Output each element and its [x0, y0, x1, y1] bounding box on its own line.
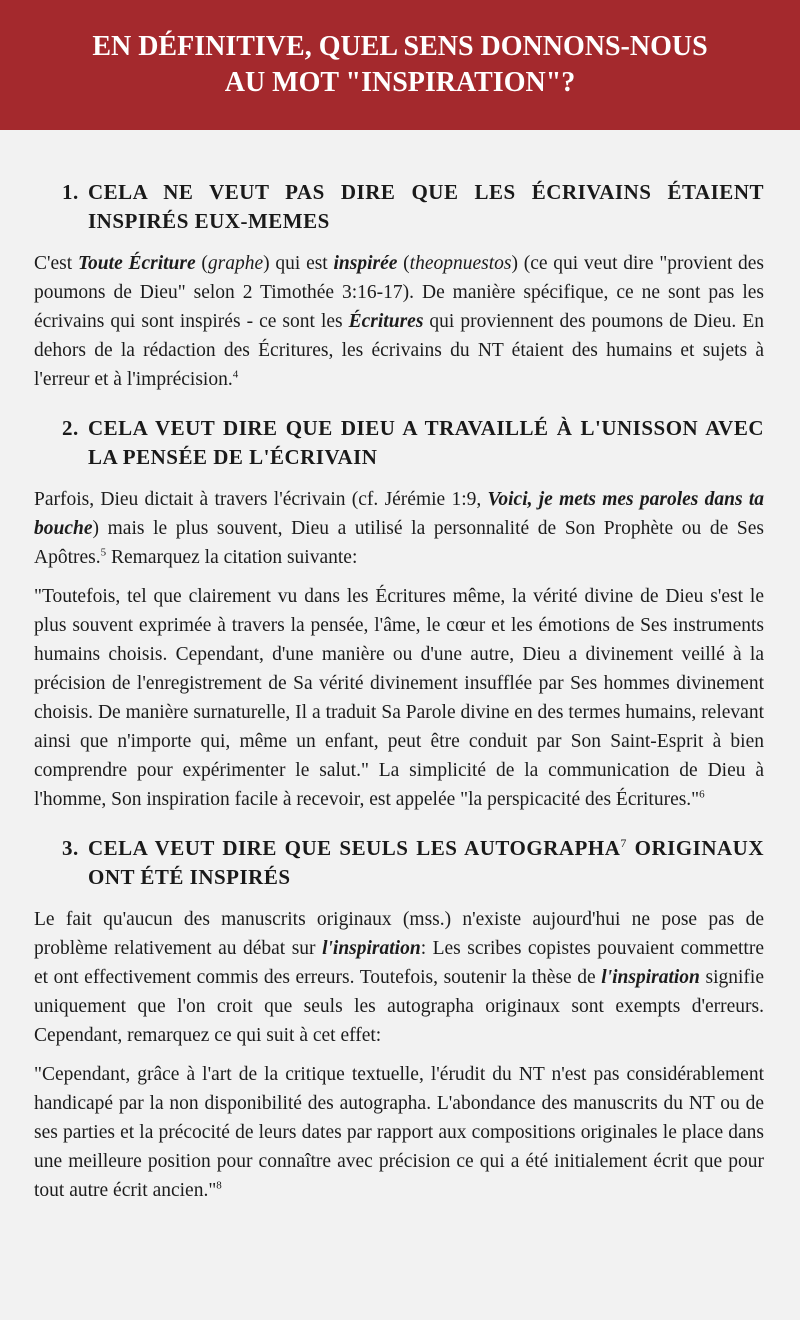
page-title: EN DÉFINITIVE, QUEL SENS DONNONS-NOUS AU MOT "INSPIRATION"?: [92, 31, 708, 98]
section-title: CELA NE VEUT PAS DIRE QUE LES ÉCRIVAINS ÉTAIENT INSPIRÉS EUX-MEMES: [88, 180, 764, 233]
title-banner: [0, 0, 800, 130]
section-number: 2.: [62, 416, 79, 440]
article-body: [0, 130, 800, 1205]
footnote-marker: 8: [216, 1179, 222, 1192]
section-title: CELA VEUT DIRE QUE SEULS LES AUTOGRAPHA$^7$ ORIGINAUX ONT ÉTÉ INSPIRÉS: [88, 836, 765, 889]
section-3-paragraph: Le fait qu'aucun des manuscrits originaux (mss.) n'existe aujourd'hui ne pose pas de problème relativement au débat sur l'inspiration: Les scribes copistes pouvaient commettre et ont effectivement commis des erreurs. Toutefois, soutenir la thèse de l'inspiration signifie uniquement que l'on croit que seuls les autographa originaux sont exempts d'erreurs. Cependant, remarquez ce qui suit à cet effet:: [34, 909, 764, 1046]
footnote-marker: 6: [699, 788, 705, 801]
section-title: CELA VEUT DIRE QUE DIEU A TRAVAILLÉ À L'UNISSON AVEC LA PENSÉE DE L'ÉCRIVAIN: [88, 416, 764, 469]
section-number: 1.: [62, 180, 79, 204]
footnote-marker: 7: [620, 836, 627, 850]
section-heading-3: [62, 834, 764, 892]
section-2-quote: "Toutefois, tel que clairement vu dans les Écritures même, la vérité divine de Dieu s'est le plus souvent exprimée à travers la pensée, l'âme, le cœur et les émotions de Ses instruments humains choisis. Cependant, d'une manière ou d'une autre, Dieu a divinement veillé à la précision de l'enregistrement de Sa vérité divinement insufflée par Ses hommes divinement choisis. De manière surnaturelle, Il a traduit Sa Parole divine en des termes humains, relevant ainsi que n'importe qui, même un enfant, peut être conduit par Son Saint-Esprit à bien comprendre pour expérimenter le salut." La simplicité de la communication de Dieu à l'homme, Son inspiration facile à recevoir, est appelée "la perspicacité des Écritures."$^6$: [34, 586, 764, 810]
section-2-paragraph: Parfois, Dieu dictait à travers l'écrivain (cf. Jérémie 1:9, Voici, je mets mes paroles dans ta bouche) mais le plus souvent, Dieu a utilisé la personnalité de Son Prophète ou de Ses Apôtres.$^5$ Remarquez la citation suivante:: [34, 489, 764, 568]
footnote-marker: 5: [100, 546, 107, 559]
section-1-paragraph: C'est Toute Écriture (graphe) qui est inspirée (theopnuestos) (ce qui veut dire "provient des poumons de Dieu" selon 2 Timothée 3:16-17). De manière spécifique, ce ne sont pas les écrivains qui sont inspirés - ce sont les Écritures qui proviennent des poumons de Dieu. En dehors de la rédaction des Écritures, les écrivains du NT étaient des humains et sujets à l'erreur et à l'imprécision.$^4$: [34, 253, 765, 390]
section-number: 3.: [62, 836, 79, 860]
footnote-marker: 4: [232, 368, 239, 381]
section-3-quote: "Cependant, grâce à l'art de la critique textuelle, l'érudit du NT n'est pas considérablement handicapé par la non disponibilité des autographa. L'abondance des manuscrits du NT ou de ses parties et la précocité de leurs dates par rapport aux compositions originales le place dans une meilleure position pour connaître avec précision ce qui a été initialement écrit que pour tout autre écrit ancien."$^8$: [34, 1064, 764, 1201]
section-heading-2: [62, 414, 764, 472]
section-heading-1: [62, 178, 764, 236]
